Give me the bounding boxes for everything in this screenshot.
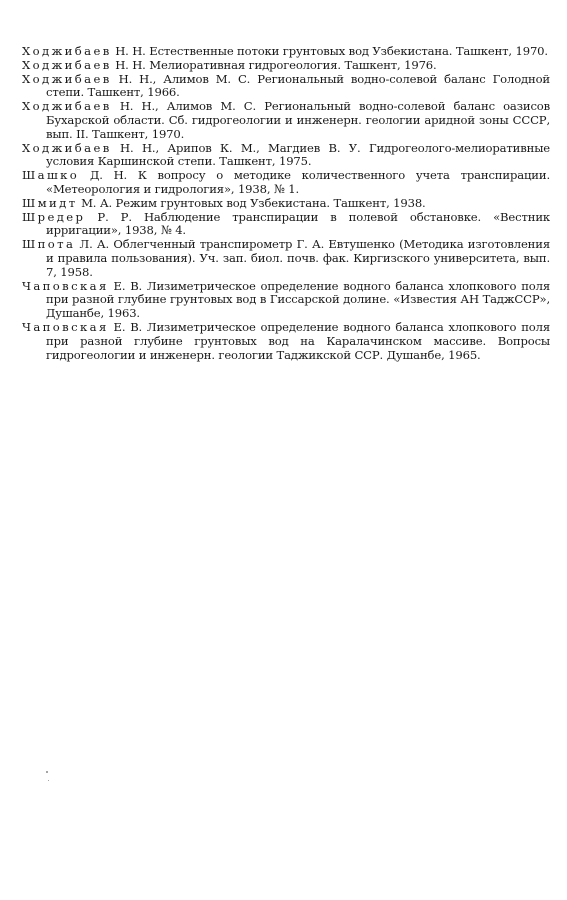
reference-item — [22, 321, 550, 362]
scan-speck — [46, 771, 48, 773]
reference-text: Н. Н., Арипов К. М., Магдиев В. У. Гидрогеолого-мелиоративные условия Каршинской степи. Ташкент, 1975. — [46, 140, 550, 169]
reference-author: Ходжибаев — [22, 99, 112, 114]
reference-text: Д. Н. К вопросу о методике количественного учета транспирации. «Метеорология и гидрология», 1938, № 1. — [46, 168, 550, 196]
reference-text: Н. Н. Мелиоративная гидрогеология. Ташкент, 1976. — [111, 57, 437, 72]
scan-speck — [48, 780, 49, 781]
reference-item — [22, 73, 550, 101]
reference-author: Ходжибаев — [22, 71, 112, 86]
reference-list — [22, 45, 550, 362]
reference-author: Ходжибаев — [22, 140, 112, 155]
reference-author: Ходжибаев — [22, 57, 112, 72]
reference-author: Ходжибаев — [22, 44, 112, 58]
reference-author: Чаповская — [22, 319, 109, 334]
reference-text: Р. Р. Наблюдение транспирации в полевой обстановке. «Вестник ирригации», 1938, № 4. — [46, 209, 550, 238]
reference-item — [22, 280, 550, 321]
reference-text: Н. Н., Алимов М. С. Региональный водно-солевой баланс оазисов Бухарской области. Сб. гидрогеологии и инженерн. геологии аридной зоны СССР, вып. II. Ташкент, 1970. — [46, 99, 550, 141]
reference-item — [22, 211, 550, 239]
reference-author: Шпота — [22, 237, 76, 252]
reference-author: Шмидт — [22, 195, 78, 210]
reference-author: Чаповская — [22, 278, 109, 293]
reference-item — [22, 142, 550, 170]
reference-item — [22, 45, 550, 59]
reference-text: Е. В. Лизиметрическое определение водного баланса хлопкового поля при разной глубине грунтовых вод в Гиссарской долине. «Известия АН ТаджССР», Душанбе, 1963. — [46, 278, 550, 321]
reference-text: Н. Н. Естественные потоки грунтовых вод Узбекистана. Ташкент, 1970. — [111, 44, 548, 58]
reference-author: Шредер — [22, 209, 86, 224]
reference-item — [22, 169, 550, 197]
reference-author: Шашко — [22, 168, 80, 183]
reference-text: Л. А. Облегченный транспирометр Г. А. Евтушенко (Методика изготовления и правила пользования). Уч. зап. биол. почв. фак. Киргизского университета, вып. 7, 1958. — [46, 237, 550, 279]
reference-item — [22, 100, 550, 141]
reference-text: Н. Н., Алимов М. С. Региональный водно-солевой баланс Голодной степи. Ташкент, 1966. — [46, 71, 550, 100]
reference-item — [22, 59, 550, 73]
reference-text: Е. В. Лизиметрическое определение водного баланса хлопкового поля при разной глубине грунтовых вод на Каралачинском массиве. Вопросы гидрогеологии и инженерн. геологии Таджикской ССР. Душанбе, 1965. — [46, 319, 550, 362]
reference-item — [22, 197, 550, 211]
reference-item — [22, 238, 550, 279]
reference-text: М. А. Режим грунтовых вод Узбекистана. Ташкент, 1938. — [77, 195, 426, 210]
